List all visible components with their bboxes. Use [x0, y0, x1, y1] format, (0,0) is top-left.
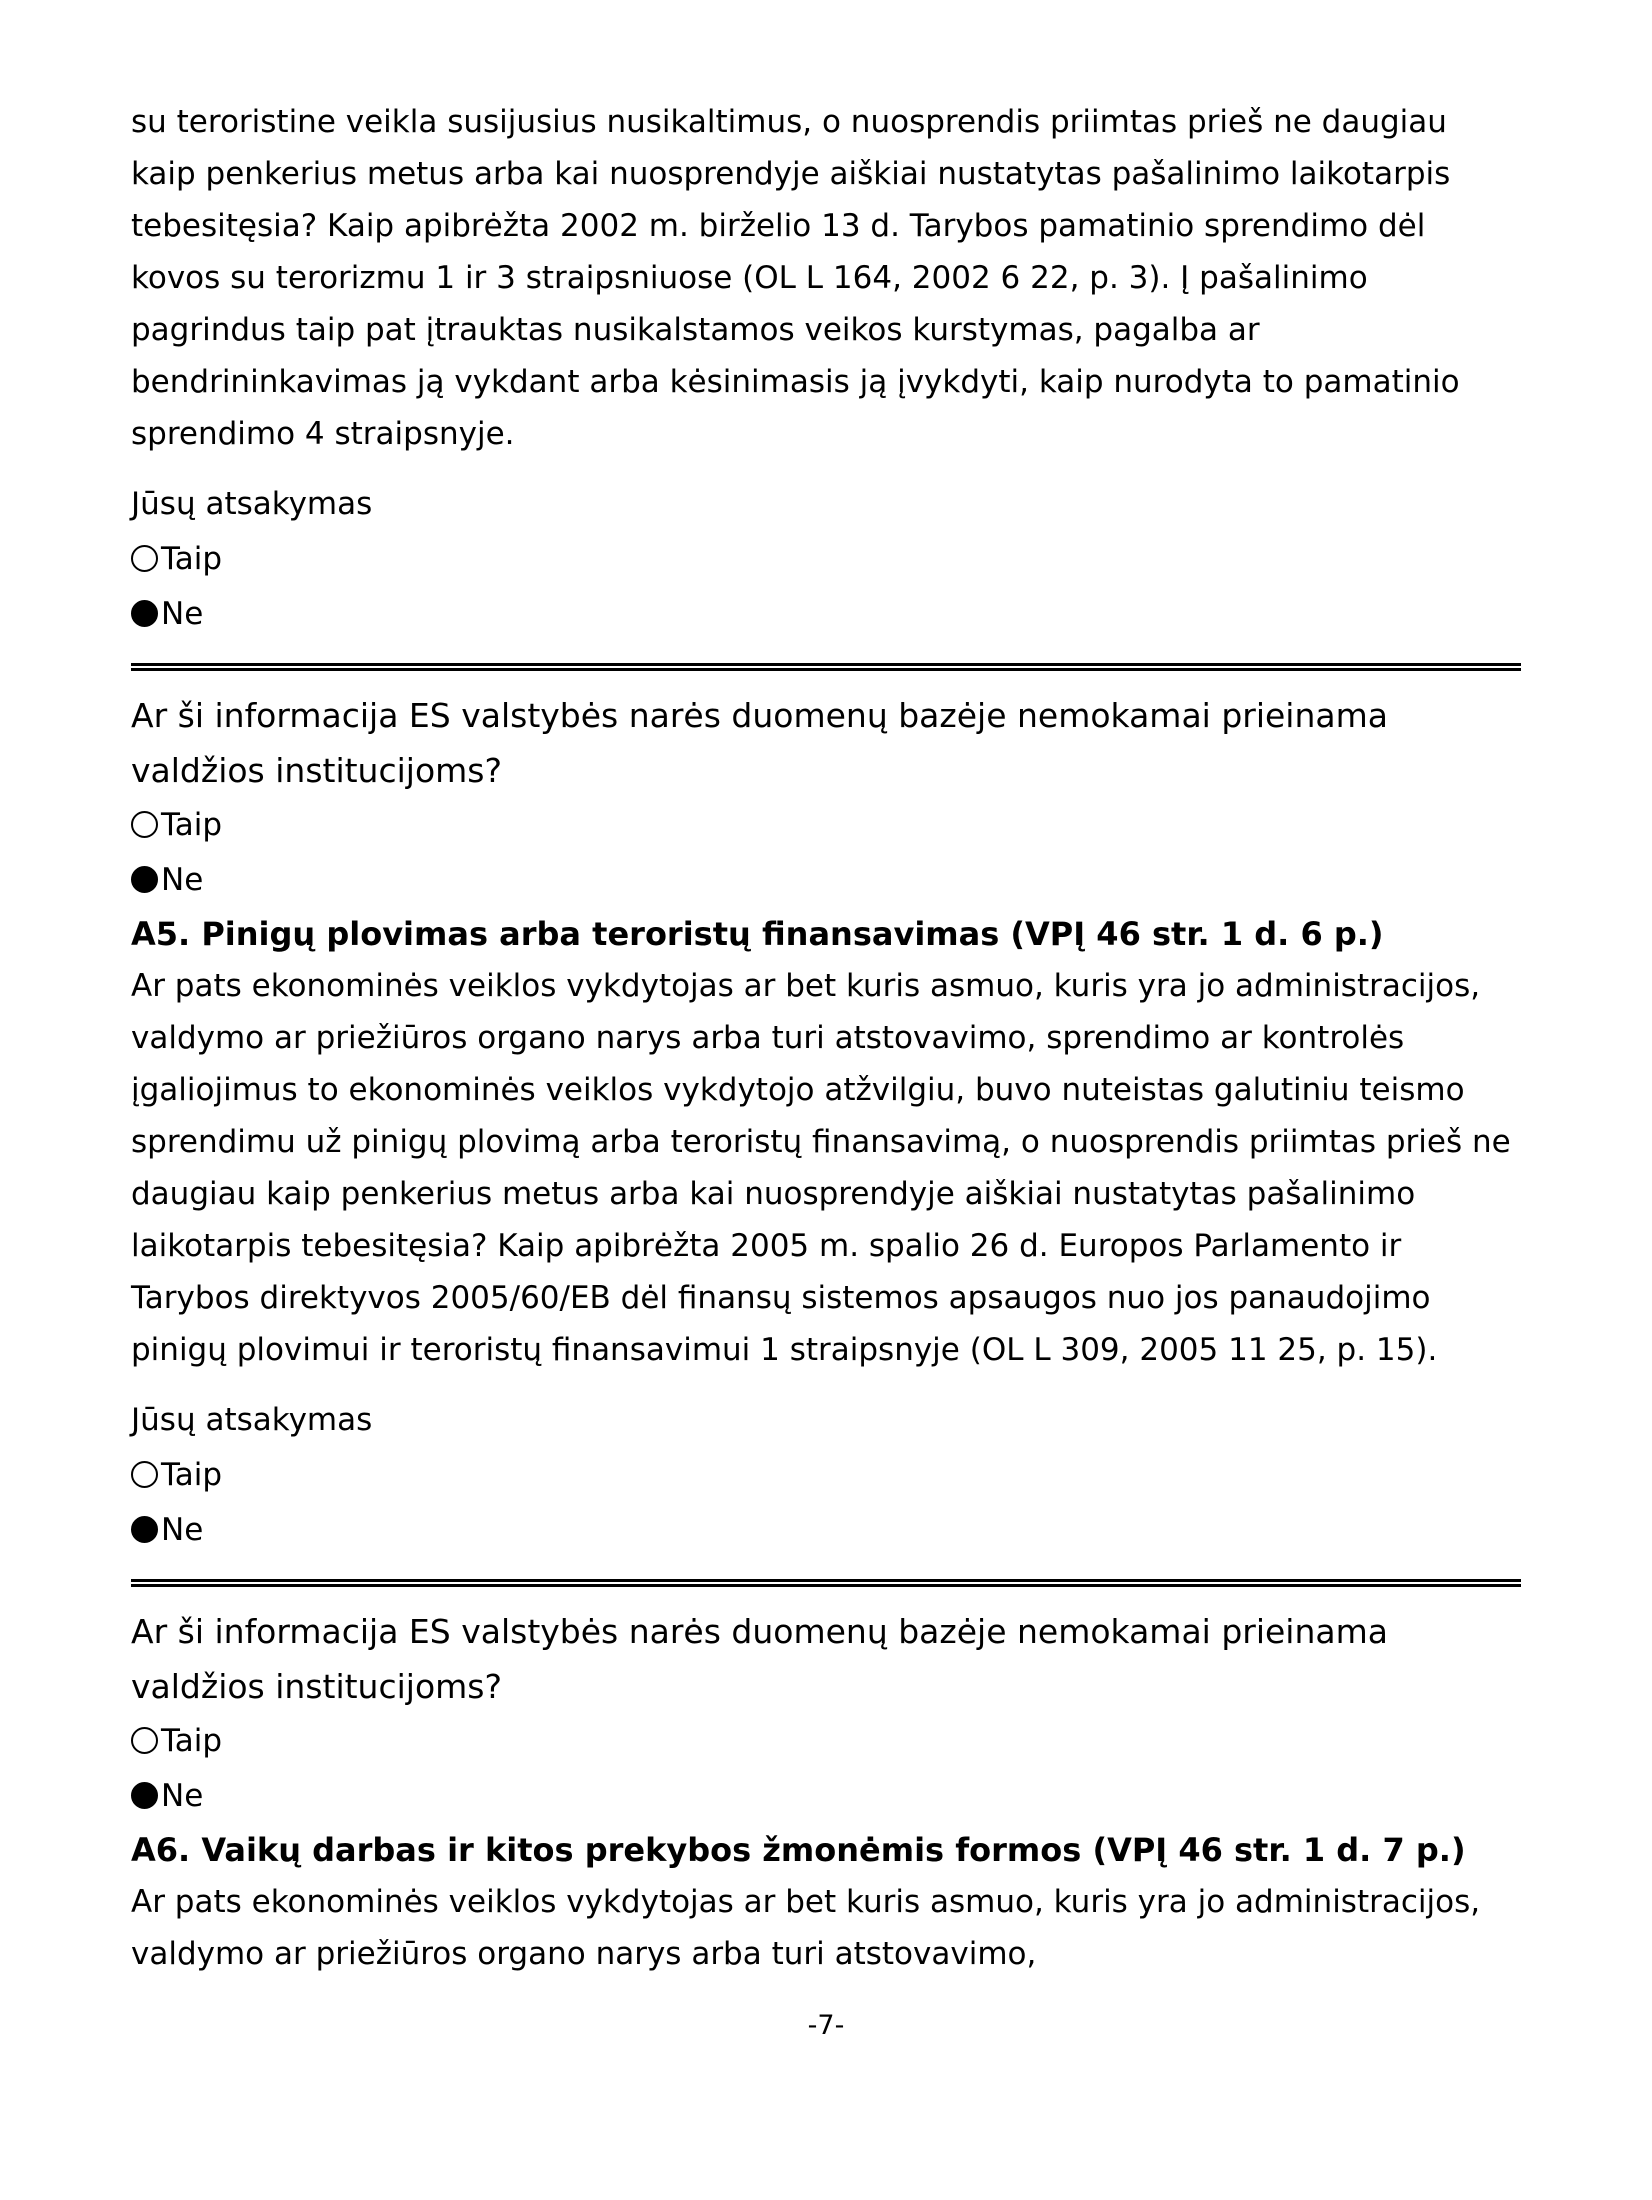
answer-block-1	[131, 477, 1521, 642]
your-answer-label: Jūsų atsakymas	[131, 486, 373, 522]
db-access-question-2: Ar ši informacija ES valstybės narės duomenų bazėje nemokamai prieinama valdžios institucijoms?	[131, 1612, 1388, 1706]
option-label: Ne	[161, 1778, 204, 1814]
radio-button-icon[interactable]	[131, 1727, 158, 1754]
section-a5-heading: A5. Pinigų plovimas arba teroristų finansavimas (VPĮ 46 str. 1 d. 6 p.)	[131, 915, 1384, 953]
radio-option-taip[interactable]	[131, 532, 1521, 587]
section-a6-heading: A6. Vaikų darbas ir kitos prekybos žmonėmis formos (VPĮ 46 str. 1 d. 7 p.)	[131, 1831, 1466, 1869]
section-a6-body: Ar pats ekonominės veiklos vykdytojas ar bet kuris asmuo, kuris yra jo administracijos, valdymo ar priežiūros organo narys arba turi atstovavimo,	[131, 1884, 1481, 1972]
option-label: Taip	[161, 541, 223, 577]
section-divider	[131, 663, 1521, 671]
radio-option-taip[interactable]	[131, 1448, 1521, 1503]
option-label: Taip	[161, 1723, 223, 1759]
radio-option-ne[interactable]	[131, 587, 1521, 642]
page-number: -7-	[807, 2010, 845, 2041]
option-label: Taip	[161, 1457, 223, 1493]
option-label: Ne	[161, 862, 204, 898]
option-label: Ne	[161, 1512, 204, 1548]
radio-button-icon[interactable]	[131, 600, 158, 627]
db-access-question-1: Ar ši informacija ES valstybės narės duomenų bazėje nemokamai prieinama valdžios institucijoms?	[131, 696, 1388, 790]
radio-option-ne[interactable]	[131, 1503, 1521, 1558]
radio-button-icon[interactable]	[131, 811, 158, 838]
section-divider	[131, 1579, 1521, 1587]
radio-button-icon[interactable]	[131, 1782, 158, 1809]
radio-button-icon[interactable]	[131, 1461, 158, 1488]
continued-paragraph: su teroristine veikla susijusius nusikaltimus, o nuosprendis priimtas prieš ne daugiau kaip penkerius metus arba kai nuosprendyje aiškiai nustatytas pašalinimo laikotarpis tebesitęsia? Kaip apibrėžta 2002 m. birželio 13 d. Tarybos pamatinio sprendimo dėl kovos su terorizmu 1 ir 3 straipsniuose (OL L 164, 2002 6 22, p. 3). Į pašalinimo pagrindus taip pat įtrauktas nusikalstamos veikos kurstymas, pagalba ar bendrininkavimas ją vykdant arba kėsinimasis ją įvykdyti, kaip nurodyta to pamatinio sprendimo 4 straipsnyje.	[131, 104, 1460, 452]
radio-button-icon[interactable]	[131, 1516, 158, 1543]
option-label: Taip	[161, 807, 223, 843]
radio-button-icon[interactable]	[131, 866, 158, 893]
radio-option-ne[interactable]	[131, 853, 1521, 908]
option-label: Ne	[161, 596, 204, 632]
radio-option-ne[interactable]	[131, 1769, 1521, 1824]
radio-button-icon[interactable]	[131, 545, 158, 572]
answer-block-2	[131, 1393, 1521, 1558]
your-answer-label: Jūsų atsakymas	[131, 1402, 373, 1438]
section-a5-body: Ar pats ekonominės veiklos vykdytojas ar bet kuris asmuo, kuris yra jo administracijos, valdymo ar priežiūros organo narys arba turi atstovavimo, sprendimo ar kontrolės įgaliojimus to ekonominės veiklos vykdytojo atžvilgiu, buvo nuteistas galutiniu teismo sprendimu už pinigų plovimą arba teroristų finansavimą, o nuosprendis priimtas prieš ne daugiau kaip penkerius metus arba kai nuosprendyje aiškiai nustatytas pašalinimo laikotarpis tebesitęsia? Kaip apibrėžta 2005 m. spalio 26 d. Europos Parlamento ir Tarybos direktyvos 2005/60/EB dėl finansų sistemos apsaugos nuo jos panaudojimo pinigų plovimui ir teroristų finansavimui 1 straipsnyje (OL L 309, 2005 11 25, p. 15).	[131, 968, 1511, 1368]
radio-option-taip[interactable]	[131, 1714, 1521, 1769]
radio-option-taip[interactable]	[131, 798, 1521, 853]
